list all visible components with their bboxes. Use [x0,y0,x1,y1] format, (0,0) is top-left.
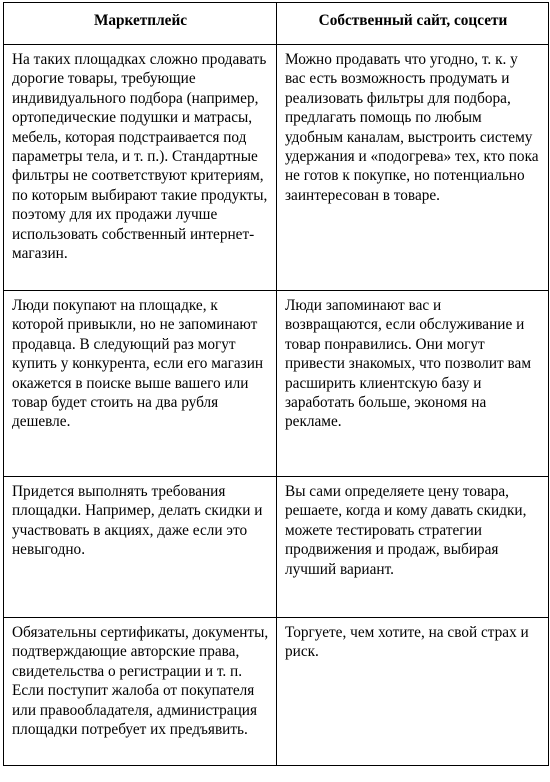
cell-marketplace: Придется выполнять требования площадки. Например, делать скидки и участвовать в акциях, даже если это невыгодно. [4,477,277,618]
table-row [4,45,549,291]
cell-marketplace: На таких площадках сложно продавать дорогие товары, требующие индивидуального подбора (например, ортопедические подушки и матрасы, мебель, которая подстраивается под параметры тела, и т. п.). Стандартные фильтры не соответствуют критериям, по которым выбирают такие продукты, поэтому для их продажи лучше использовать собственный интернет-магазин. [4,45,277,291]
header-own-site: Собственный сайт, соцсети [277,3,549,45]
cell-own-site: Торгуете, чем хотите, на свой страх и риск. [277,618,549,766]
table-row [4,291,549,477]
table-header-row [4,3,549,45]
table-row [4,477,549,618]
cell-own-site: Люди запоминают вас и возвращаются, если обслуживание и товар понравились. Они могут привести знакомых, что позволит вам расширить клиентскую базу и заработать больше, экономя на рекламе. [277,291,549,477]
cell-marketplace: Обязательны сертификаты, документы, подтверждающие авторские права, свидетельства о регистрации и т. п. Если поступит жалоба от покупателя или правообладателя, администрация площадки потребует их предъявить. [4,618,277,766]
cell-marketplace: Люди покупают на площадке, к которой привыкли, но не запоминают продавца. В следующий раз могут купить у конкурента, если его магазин окажется в поиске выше вашего или товар будет стоить на два рубля дешевле. [4,291,277,477]
cell-own-site: Вы сами определяете цену товара, решаете, когда и кому давать скидки, можете тестировать стратегии продвижения и продаж, выбирая лучший вариант. [277,477,549,618]
comparison-table [3,2,549,766]
header-marketplace: Маркетплейс [4,3,277,45]
table-row [4,618,549,766]
cell-own-site: Можно продавать что угодно, т. к. у вас есть возможность продумать и реализовать фильтры для подбора, предлагать помощь по любым удобным каналам, выстроить систему удержания и «подогрева» тех, кто пока не готов к покупке, но потенциально заинтересован в товаре. [277,45,549,291]
